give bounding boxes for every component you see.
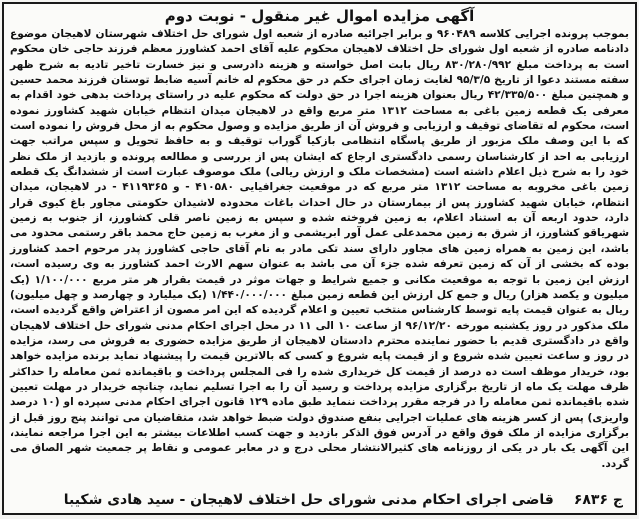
notice-body: بموجب پرونده اجرایی کلاسه ۹۶۰۴۸۹ و برابر اجرائیه صادره از شعبه اول شورای حل اختلاف شهرستان لاهیجان موضوع دادنامه صادره از شعبه اول شورای حل اختلاف لاهیجان محکوم علیه آقای احمد کشاورز معظم فرزند حاجی خان محکوم است به پرداخت مبلغ ۸۳۰/۲۸۰/۹۹۲ ریال بابت اصل خواسته و هزینه دادرسی و نیز خسارت تاخیر تادیه به شرح ظهر سفته مستند دعوا از تاریخ ۹۵/۳/۵ لغایت زمان اجرای حکم در حق محکوم له خانم آسیه ضابط توستان فرزند محمد حسین و همچنین مبلغ ۴۲/۳۳۵/۵۰۰ ریال بعنوان هزینه اجرا در حق دولت که محکوم علیه در راستای پرداخت بدهی خود اقدام به معرفی یک قطعه زمین باغی به مساحت ۱۳۱۲ متر مربع واقع در لاهیجان میدان انتظام خیابان شهید کشاورز نموده است، محکوم له تقاضای توقیف و ارزیابی و فروش آن از طریق مزایده و وصول محکوم به از محل فروش را نموده است که با این وصف ملک مزبور از طریق پاسگاه انتظامی بازکیا گوراب توقیف و به حافظ تحویل و سپس مراتب جهت ارزیابی به احد از کارشناسان رسمی دادگستری ارجاع که ایشان پس از بررسی و مطالعه پرونده و بازدید از ملک نظر خود را به شرح ذیل اعلام داشته است (مشخصات ملک و ارزش ریالی) ملک موصوف عبارت است از ششدانگ یک قطعه زمین باغی مخروبه به مساحت ۱۳۱۲ متر مربع که در موقعیت جغرافیایی ۴۱۰۵۸۰ - و ۴۱۱۹۳۶۵ - در لاهیجان، میدان انتظام، خیابان شهید کشاورز پس از بیمارستان در حال احداث باغات محدوده لاشیدان حکومتی مجاور باغ کیوی قرار دارد، حدود اربعه آن به استناد اعلام، به زمین فروخته شده و سپس به زمین ناصر قلی کشاورز، از جنوب به زمین شهریاقو کشاورز، از شرق به زمین محمدعلی عمل آور ابریشمی و از مغرب به زمین حاج محمد باقر رستمی محدود می باشد، این زمین به همراه زمین های مجاور دارای سند تکی مادر به نام آقای حاجی کشاورز پدر مرحوم احمد کشاورز بوده که بخشی از آن که زمین تعرفه شده جزء آن می باشد به عنوان سهم الارث احمد کشاورز به وی رسیده است، ارزش این زمین با توجه به موقعیت مکانی و جمیع شرایط و جهات موثر در قیمت بقرار هر متر مربع ۱/۱۰۰/۰۰۰ (یک میلیون و یکصد هزار) ریال و جمع کل ارزش این قطعه زمین مبلغ ۱/۴۴۰/۰۰۰/۰۰۰ (یک میلیارد و چهارصد و چهل میلیون) ریال به عنوان قیمت پایه توسط کارشناس منتخب تعیین و اعلام گردیده که این امر مصون از اعتراض واقع گردیده است، ملک مذکور در روز یکشنبه مورخه ۹۶/۱۲/۲۰ از ساعت ۱۰ الی ۱۱ در محل اجرای احکام مدنی شورای حل اختلاف لاهیجان واقع در دادگستری قدیم با حضور نماینده محترم دادستان لاهیجان از طریق مزایده حضوری به فروش می رسد، مزایده در روز و ساعت تعیین شده شروع و از قیمت پایه شروع و کسی که بالاترین قیمت را پیشنهاد نماید برنده مزایده خواهد بود، خریدار موظف است ده درصد از قیمت کل خریداری شده را فی المجلس پرداخت و باقیمانده ثمن معامله را حداکثر ظرف مهلت یک ماه از تاریخ برگزاری مزایده پرداخت و رسید آن را به اجرا تسلیم نماید، چنانچه خریدار در مهلت تعیین شده باقیمانده ثمن معامله را در فرجه مقرر پرداخت ننماید طبق ماده ۱۲۹ قانون اجرای احکام مدنی سپرده او (۱۰ درصد واریزی) پس از کسر هزینه های عملیات اجرایی بنفع صندوق دولت ضبط خواهد شد، متقاضیان می توانند پنج روز قبل از برگزاری مزایده از ملک فوق واقع در آدرس فوق الذکر بازدید و جهت کسب اطلاعات بیشتر به این اجرا مراجعه نمایند، این آگهی یک بار در یکی از روزنامه های کثیرالانتشار محلی درج و در معابر عمومی و نقاط پر جمعیت شهر الصاق می گردد. xyxy=(10,28,630,470)
notice-code: ج ۶۸۳۶ xyxy=(573,492,623,508)
notice-title: آگهی مزایده اموال غیر منقول - نوبت دوم xyxy=(164,7,475,25)
notice-footer xyxy=(4,489,635,511)
notice-signature: قاضی اجرای احکام مدنی شورای حل اختلاف لاهیجان - سید هادی شکیبا xyxy=(63,492,554,508)
auction-notice xyxy=(2,2,637,515)
